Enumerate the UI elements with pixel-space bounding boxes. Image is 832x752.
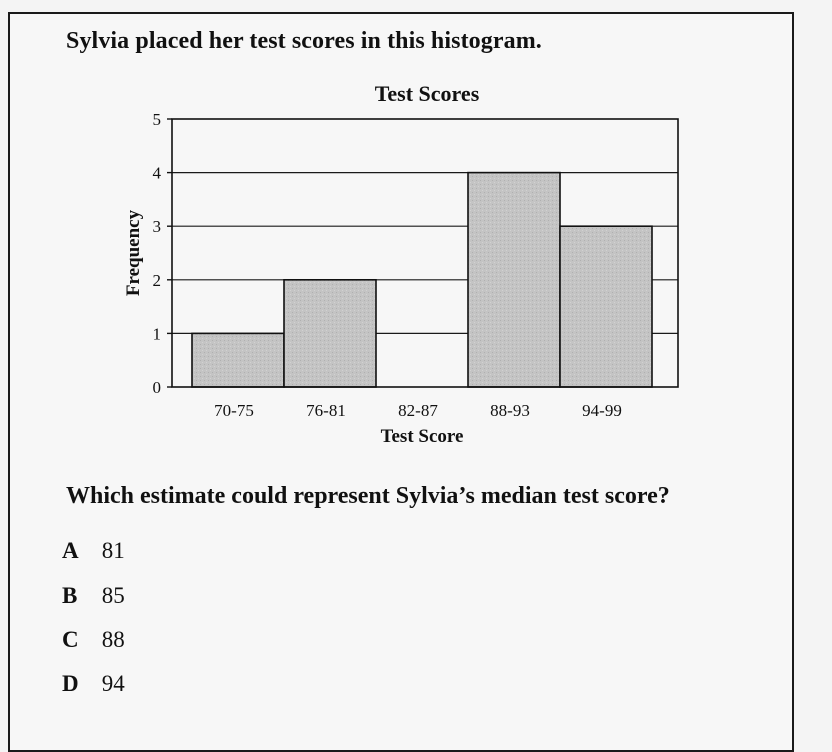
y-tick-label: 5 <box>152 110 161 129</box>
question-prompt: Which estimate could represent Sylvia’s median test score? <box>66 483 670 509</box>
choice-letter: C <box>62 627 79 652</box>
y-tick-label: 4 <box>152 163 161 183</box>
x-tick-label: 94-99 <box>582 401 622 420</box>
histogram-bar <box>192 333 284 387</box>
histogram-bar <box>560 226 652 387</box>
x-tick-label: 70-75 <box>214 401 254 420</box>
y-axis-label: Frequency <box>123 209 144 297</box>
choice-value: 94 <box>101 671 125 696</box>
x-tick-label: 76-81 <box>306 401 346 420</box>
chart-title: Test Scores <box>374 81 480 106</box>
histogram-bar <box>468 173 560 387</box>
y-tick-label: 1 <box>152 324 161 344</box>
y-tick-label: 0 <box>152 378 161 397</box>
y-tick-label: 2 <box>152 270 161 290</box>
choice-value: 81 <box>101 538 125 563</box>
choice-letter: B <box>62 583 78 608</box>
choice-b[interactable] <box>62 583 125 615</box>
choice-value: 88 <box>101 627 125 652</box>
choice-a[interactable] <box>62 538 125 570</box>
choice-d[interactable] <box>62 671 125 703</box>
question-intro: Sylvia placed her test scores in this histogram. <box>66 28 542 54</box>
choice-letter: A <box>62 538 79 563</box>
x-axis-label: Test Score <box>380 426 464 447</box>
x-tick-label: 88-93 <box>490 401 530 420</box>
x-tick-label: 82-87 <box>398 401 438 420</box>
choice-c[interactable] <box>62 627 125 659</box>
choice-letter: D <box>62 671 79 696</box>
histogram-bar <box>284 280 376 387</box>
choice-value: 85 <box>101 583 125 608</box>
y-tick-label: 3 <box>152 217 161 237</box>
